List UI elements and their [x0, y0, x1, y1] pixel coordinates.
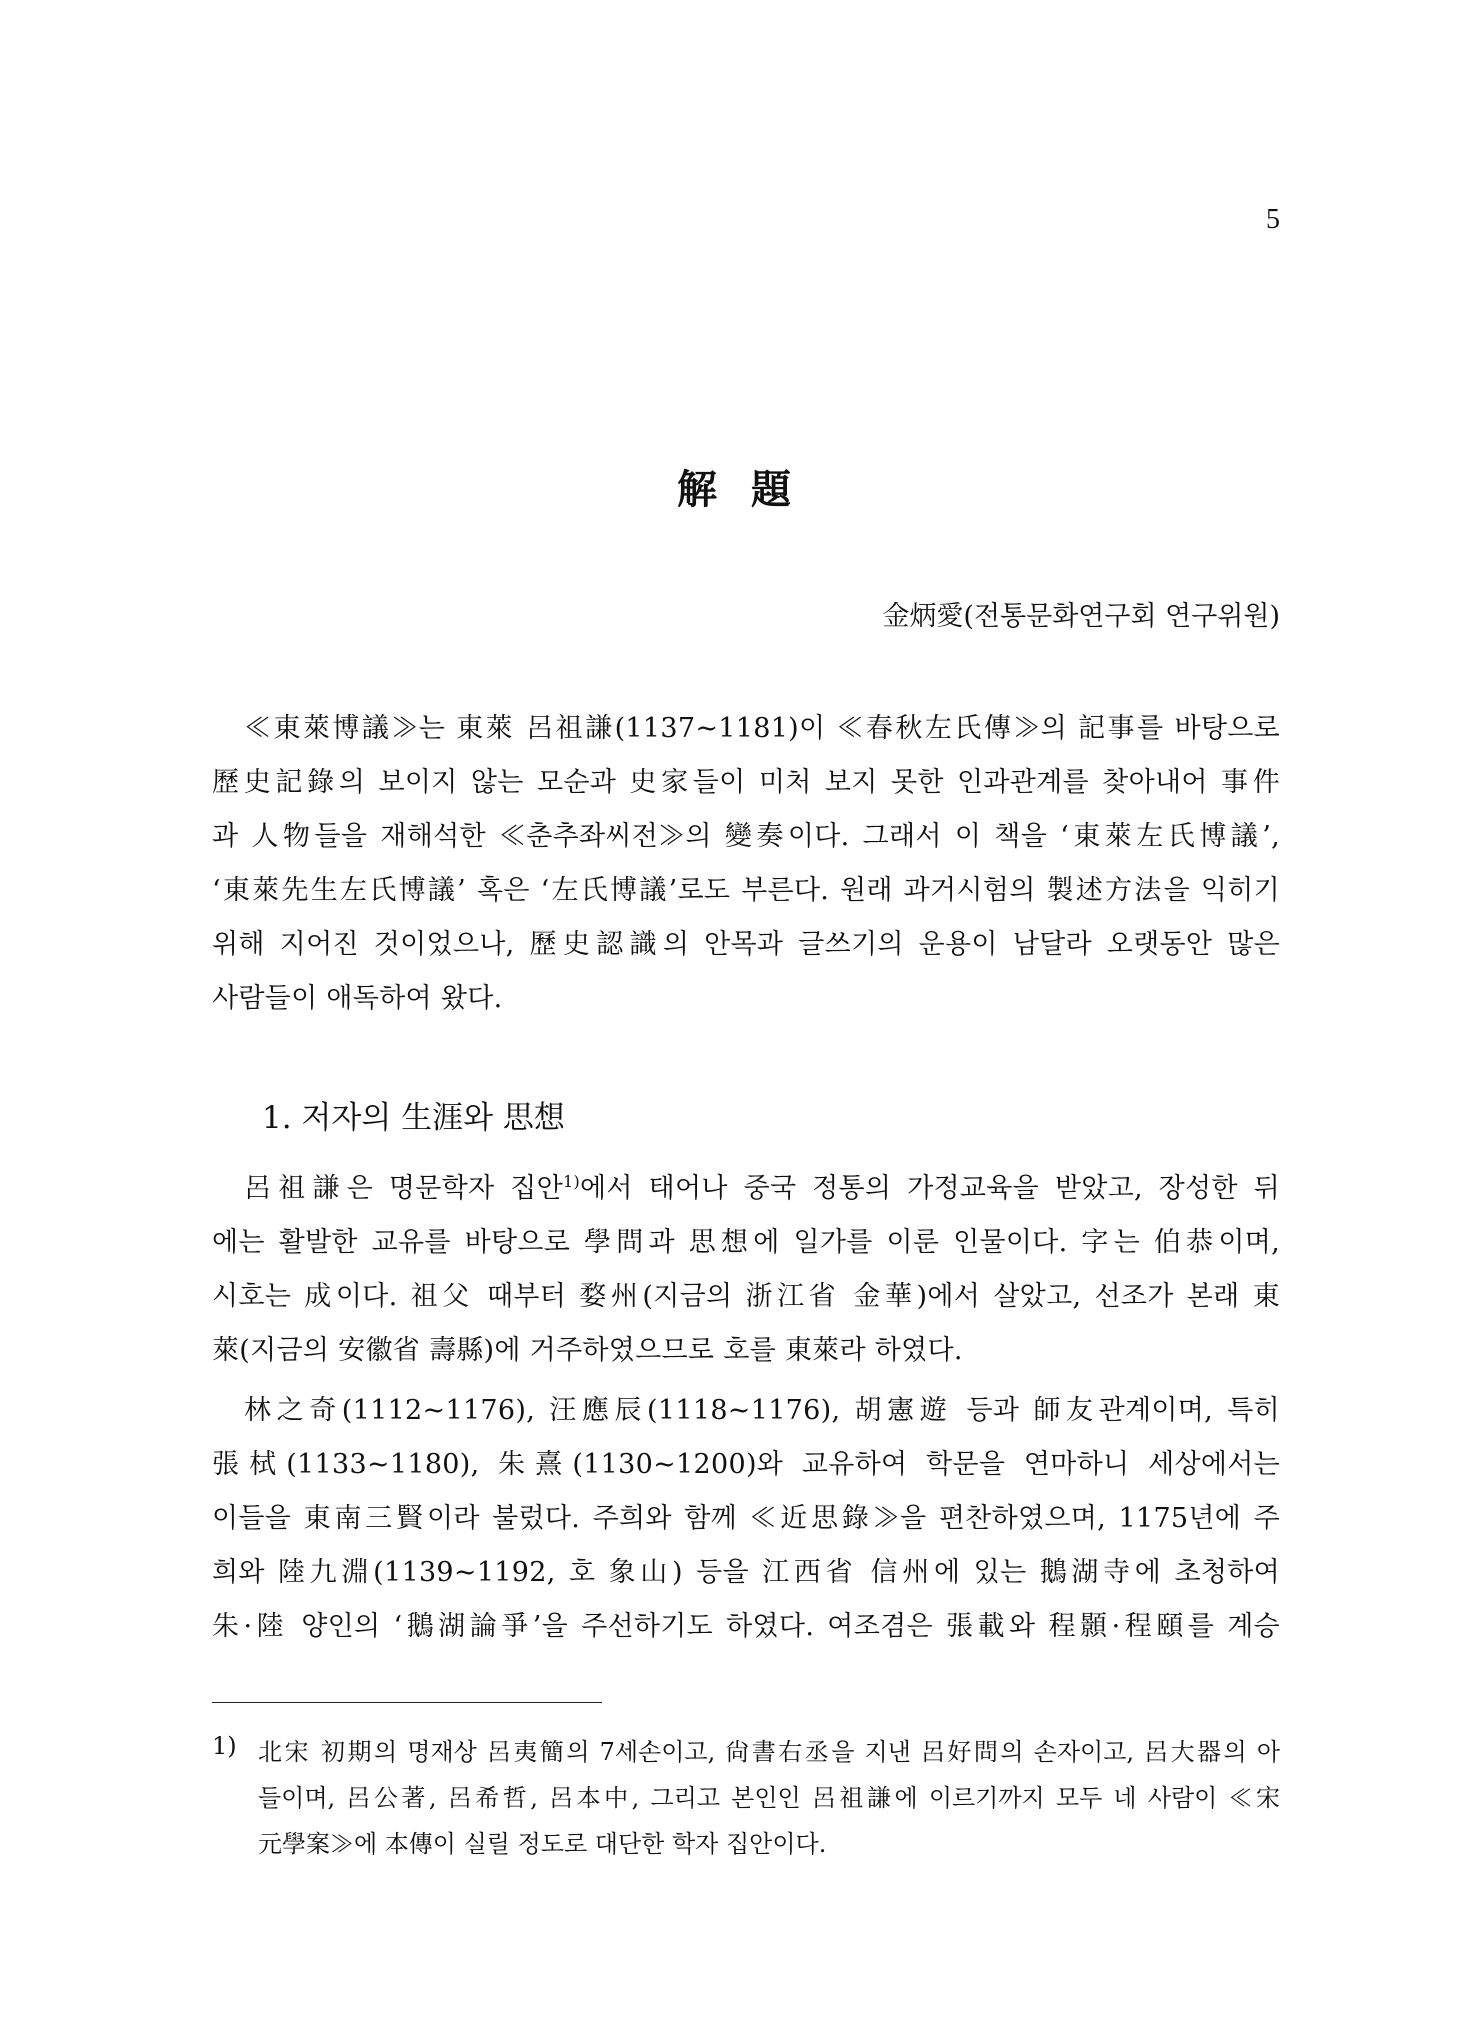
- intro-line: ≪東萊博議≫는 東萊 呂祖謙(1137~1181)이 ≪春秋左氏傳≫의 記事를 바탕으로: [244, 713, 1280, 744]
- footnote-line: 元學案≫에 本傳이 실릴 정도로 대단한 학자 집안이다.: [258, 1830, 827, 1858]
- intro-line: ‘東萊先生左氏博議’ 혹은 ‘左氏博議’로도 부른다. 원래 과거시험의 製述方法을 익히기: [212, 875, 1280, 906]
- footnote-divider: [212, 1702, 602, 1703]
- footnote-marker: 1): [212, 1732, 237, 1760]
- para1-line: 萊(지금의 安徽省 壽縣)에 거주하였으므로 호를 東萊라 하였다.: [212, 1335, 963, 1366]
- footnote-ref[interactable]: 1): [563, 1172, 581, 1191]
- intro-line: 과 人物들을 재해석한 ≪춘추좌씨전≫의 變奏이다. 그래서 이 책을 ‘東萊左氏博議’,: [212, 821, 1280, 852]
- para1-text-after: 에서 태어나 중국 정통의 가정교육을 받았고, 장성한 뒤: [580, 1173, 1281, 1204]
- intro-line: 歷史記錄의 보이지 않는 모순과 史家들이 미처 보지 못한 인과관계를 찾아내어 事件: [212, 767, 1280, 798]
- author-line: 金炳愛(전통문화연구회 연구위원): [882, 601, 1280, 632]
- para2-line: 이들을 東南三賢이라 불렀다. 주희와 함께 ≪近思錄≫을 편찬하였으며, 1175년에 주: [212, 1503, 1280, 1534]
- para2-line: 張栻(1133~1180), 朱熹(1130~1200)와 교유하여 학문을 연마하니 세상에서는: [212, 1449, 1280, 1480]
- para1-line: [244, 1166, 1280, 1205]
- para2-line: 林之奇(1112~1176), 汪應辰(1118~1176), 胡憲遊 등과 師友관계이며, 특히: [244, 1395, 1280, 1426]
- intro-line: 사람들이 애독하여 왔다.: [212, 983, 503, 1014]
- para2-line: 朱·陸 양인의 ‘鵝湖論爭’을 주선하기도 하였다. 여조겸은 張載와 程顥·程頤를 계승: [212, 1611, 1280, 1642]
- page-number: 5: [1266, 204, 1280, 235]
- para1-line: 시호는 成이다. 祖父 때부터 婺州(지금의 浙江省 金華)에서 살았고, 선조가 본래 東: [212, 1281, 1280, 1312]
- para1-line: 에는 활발한 교유를 바탕으로 學問과 思想에 일가를 이룬 인물이다. 字는 伯恭이며,: [212, 1227, 1280, 1258]
- page-title: 解 題: [677, 466, 801, 513]
- para2-line: 희와 陸九淵(1139~1192, 호 象山) 등을 江西省 信州에 있는 鵝湖寺에 초청하여: [212, 1557, 1280, 1588]
- intro-line: 위해 지어진 것이었으나, 歷史認識의 안목과 글쓰기의 운용이 남달라 오랫동안 많은: [212, 929, 1280, 960]
- footnote-line: 들이며, 呂公著, 呂希哲, 呂本中, 그리고 본인인 呂祖謙에 이르기까지 모두 네 사람이 ≪宋: [258, 1784, 1280, 1812]
- footnote-line: 北宋 初期의 명재상 呂夷簡의 7세손이고, 尙書右丞을 지낸 呂好問의 손자이고, 呂大器의 아: [258, 1738, 1280, 1766]
- section-heading: 1. 저자의 生涯와 思想: [262, 1100, 565, 1136]
- para1-text-before: 呂祖謙은 명문학자 집안: [244, 1173, 563, 1204]
